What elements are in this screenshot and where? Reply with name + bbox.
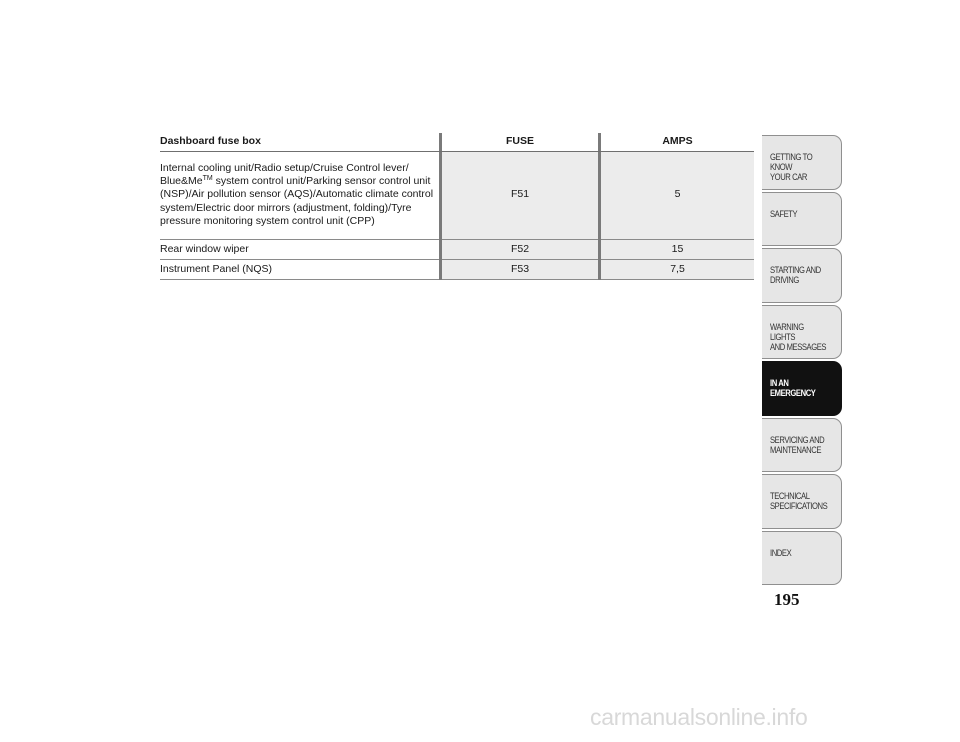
header-amps: AMPS xyxy=(601,133,754,151)
tab-label: INDEX xyxy=(770,547,792,558)
tab-warning-lights[interactable] xyxy=(762,305,842,360)
header-fuse: FUSE xyxy=(442,133,598,151)
row-fuse: F53 xyxy=(442,259,598,279)
trademark-mark: TM xyxy=(202,175,213,183)
page-number: 195 xyxy=(774,590,800,609)
row-amps: 5 xyxy=(601,151,754,239)
row-description: Instrument Panel (NQS) xyxy=(160,259,439,279)
row-fuse: F51 xyxy=(442,151,598,239)
tab-label: SERVICING AND MAINTENANCE xyxy=(770,434,825,455)
watermark: carmanualsonline.info xyxy=(590,704,808,730)
tab-getting-to-know[interactable] xyxy=(762,135,842,190)
tab-starting-and-driving[interactable] xyxy=(762,248,842,303)
tab-label: STARTING AND DRIVING xyxy=(770,265,821,285)
tab-label: IN AN EMERGENCY xyxy=(770,378,816,398)
table-row xyxy=(160,259,754,279)
tab-label: SAFETY xyxy=(770,208,798,219)
row-amps: 7,5 xyxy=(601,259,754,279)
tab-label: GETTING TO KNOW YOUR CAR xyxy=(770,152,813,182)
tab-servicing[interactable] xyxy=(762,418,842,473)
description-text-continued: system control unit/Parking sensor control unit (NSP)/Air pollution sensor (AQS)/Automatic climate control system/Electric door mirrors (adjustment, folding)/Tyre pressure monitoring system control unit (CPP) xyxy=(160,175,434,227)
table-header-row xyxy=(160,133,754,151)
table-row xyxy=(160,151,754,239)
row-amps: 15 xyxy=(601,239,754,259)
tab-label: TECHNICAL SPECIFICATIONS xyxy=(770,491,828,511)
description-text: Internal cooling unit/Radio setup/Cruise Control lever/ Blue&Me xyxy=(160,161,409,188)
section-tabs xyxy=(762,135,842,587)
tab-in-an-emergency[interactable] xyxy=(762,361,842,416)
fuse-table xyxy=(160,133,754,280)
row-description xyxy=(160,151,439,239)
tab-label: WARNING LIGHTS AND MESSAGES xyxy=(770,321,827,352)
tab-safety[interactable] xyxy=(762,192,842,247)
header-description: Dashboard fuse box xyxy=(160,133,439,151)
tab-technical-specifications[interactable] xyxy=(762,474,842,529)
row-fuse: F52 xyxy=(442,239,598,259)
table-row xyxy=(160,239,754,259)
tab-index[interactable] xyxy=(762,531,842,586)
row-description: Rear window wiper xyxy=(160,239,439,259)
